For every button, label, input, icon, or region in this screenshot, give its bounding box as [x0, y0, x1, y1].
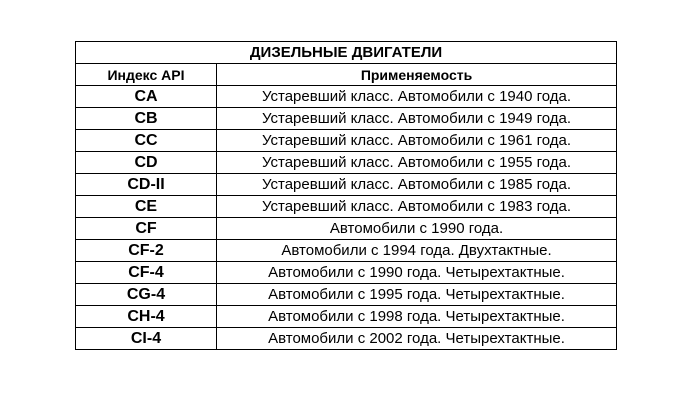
table-header-row	[76, 64, 617, 86]
api-index-cell: CC	[76, 130, 217, 152]
table-row	[76, 86, 617, 108]
table-row	[76, 196, 617, 218]
usage-cell: Устаревший класс. Автомобили с 1961 года.	[217, 130, 617, 152]
usage-cell: Устаревший класс. Автомобили с 1983 года.	[217, 196, 617, 218]
usage-cell: Автомобили с 1990 года. Четырехтактные.	[217, 262, 617, 284]
api-index-cell: CF	[76, 218, 217, 240]
usage-cell: Автомобили с 1995 года. Четырехтактные.	[217, 284, 617, 306]
table-row	[76, 240, 617, 262]
table-title-row	[76, 42, 617, 64]
api-index-cell: CB	[76, 108, 217, 130]
api-index-cell: CH-4	[76, 306, 217, 328]
table-row	[76, 130, 617, 152]
api-index-cell: CE	[76, 196, 217, 218]
usage-cell: Автомобили с 1994 года. Двухтактные.	[217, 240, 617, 262]
header-usage: Применяемость	[217, 64, 617, 86]
usage-cell: Автомобили с 1990 года.	[217, 218, 617, 240]
table-row	[76, 174, 617, 196]
api-index-cell: CA	[76, 86, 217, 108]
table-title: ДИЗЕЛЬНЫЕ ДВИГАТЕЛИ	[76, 42, 617, 64]
table-row	[76, 152, 617, 174]
api-index-cell: CD	[76, 152, 217, 174]
api-index-cell: CI-4	[76, 328, 217, 350]
api-index-cell: CF-2	[76, 240, 217, 262]
usage-cell: Устаревший класс. Автомобили с 1985 года.	[217, 174, 617, 196]
api-index-cell: CD-II	[76, 174, 217, 196]
usage-cell: Автомобили с 2002 года. Четырехтактные.	[217, 328, 617, 350]
table-body	[76, 86, 617, 350]
diesel-engines-table	[75, 41, 617, 350]
table-row	[76, 328, 617, 350]
usage-cell: Устаревший класс. Автомобили с 1955 года.	[217, 152, 617, 174]
api-index-cell: CG-4	[76, 284, 217, 306]
header-api-index: Индекс API	[76, 64, 217, 86]
table-row	[76, 284, 617, 306]
table-row	[76, 306, 617, 328]
usage-cell: Устаревший класс. Автомобили с 1940 года.	[217, 86, 617, 108]
api-index-cell: CF-4	[76, 262, 217, 284]
table-row	[76, 108, 617, 130]
usage-cell: Автомобили с 1998 года. Четырехтактные.	[217, 306, 617, 328]
usage-cell: Устаревший класс. Автомобили с 1949 года.	[217, 108, 617, 130]
table-row	[76, 262, 617, 284]
table-row	[76, 218, 617, 240]
